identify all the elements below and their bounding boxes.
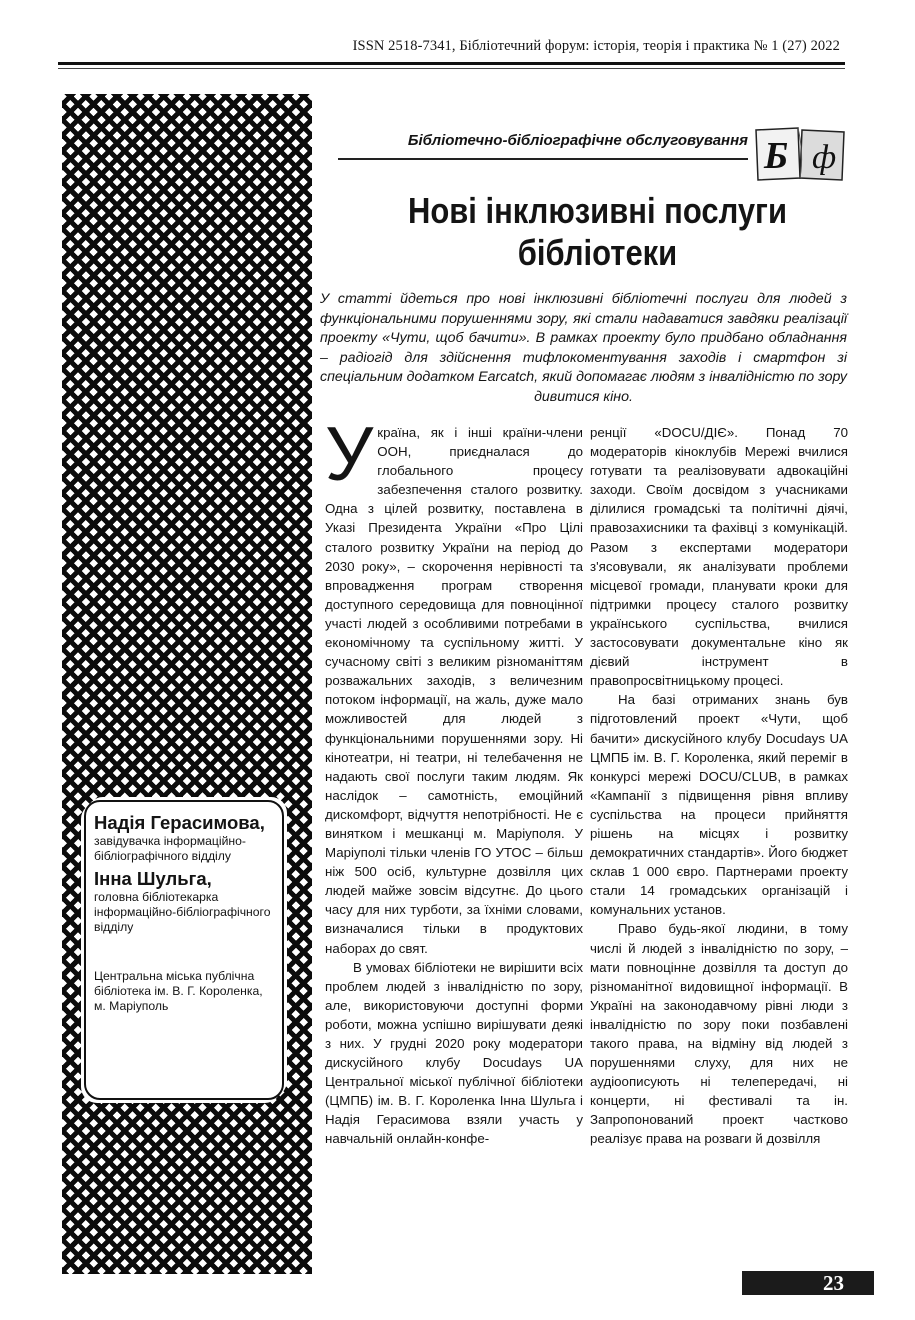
body-column-left xyxy=(325,412,583,1149)
page-number: 23 xyxy=(823,1271,844,1295)
article-title xyxy=(367,190,827,274)
header-rule-thick xyxy=(58,62,845,65)
paragraph-4: На базі отриманих знань був підготовлений проект «Чути, щоб бачити» дискусійного клубу Docudays UA ЦМПБ ім. В. Г. Короленка, який переміг в конкурсі мережі DOCU/CLUB, в рамках «Кампанії з підвищення рівня впливу суспільства на процеси прийняття рішень на місцях і розвитку демократичних стандартів». Його бюджет склав 1 000 євро. Партнерами проекту стали 14 громадських організацій і комунальних установ. xyxy=(590,692,848,918)
logo-letter-b: Б xyxy=(764,135,789,177)
section-title: Бібліотечно-бібліографічне обслуговування xyxy=(407,132,748,149)
article-title-line-2: бібліотеки xyxy=(517,232,678,273)
issn: ISSN 2518-7341, xyxy=(352,38,456,54)
header-rule-thin xyxy=(58,68,845,69)
paragraph-3: ренції «DOCU/ДІЄ». Понад 70 модераторів кіноклубів Мережі вчилися готувати та реалізовувати адвокаційні заходи. Своїм досвідом з учасниками ділилися громадські та політичні діячі, правозахисники та фахівці з комунікацій. Разом з експертами модератори з'ясовували, як аналізувати проблеми місцевої громади, планувати кроки для підтримки процесу сталого розвитку українського суспільства, вчилися застосовувати документальне кіно як дієвий інструмент в правопросвітницькому процесі. xyxy=(590,425,848,689)
journal-logo-icon xyxy=(752,124,850,184)
paragraph-1-text: країна, як і інші країни-члени ООН, приєдналася до глобального процесу забезпечення сталого розвитку. Одна з цілей розвитку, поставлена в Указі Президента України «Про Цілі сталого розвитку України на період до 2030 року», – скорочення нерівності та впровадження програм створення доступного середовища для повноцінної участі людей з особливими потребами в економічному та суспільному житті. У сучасному світі з великим різноманіттям розважальних заходів, з величезним потоком інформації, на жаль, дуже мало можливостей для людей з функціональними порушеннями зору. Ні кінотеатри, ні театри, ні телебачення не надають свої послуги таким людям. Як наслідок – самотність, емоційний дискомфорт, відчуття непотрібності. Не є винятком і мешканці м. Маріуполя. У Маріуполі тільки членів ГО УТОС – більш ніж 500 осіб, культурне дозвілля цих людей майже зовсім відсутнє. До цього часу для них турботи, за їхніми словами, визначалися тільки в продуктових наборах до свят. xyxy=(325,425,583,956)
author-box xyxy=(84,800,284,1100)
page-number-bar xyxy=(742,1271,874,1295)
section-rule xyxy=(338,158,748,160)
paragraph-2: В умовах бібліотеки не вирішити всіх проблем людей з інвалідністю по зору, але, використовуючи доступні форми роботи, можна успішно вирішувати деякі з них. У грудні 2020 року модератори дискусійного клубу Docudays UA Центральної міської публічної бібліотеки (ЦМПБ) ім. В. Г. Короленка Інна Шульга і Надія Герасимова взяли участь у навчальній онлайн-конфе- xyxy=(325,959,583,1147)
running-head xyxy=(40,38,840,55)
author-name-1: Надія Герасимова, xyxy=(94,812,265,833)
author-role-2: головна бібліотекарка інформаційно-бібліографічного відділу xyxy=(94,890,271,934)
author-role-1: завідувачка інформаційно-бібліографічного відділу xyxy=(94,834,246,863)
journal-subtitle: історія, теорія і практика № 1 (27) 2022 xyxy=(593,38,840,54)
article-title-line-1: Нові інклюзивні послуги xyxy=(408,190,787,231)
journal-name: Бібліотечний форум: xyxy=(459,38,590,54)
drop-cap: У xyxy=(325,412,374,497)
paragraph-1 xyxy=(325,412,583,958)
article-abstract: У статті йдеться про нові інклюзивні бібліотечні послуги для людей з функціональними порушеннями зору, які стали надаватися завдяки реалізації проекту «Чути, щоб бачити». В рамках проекту було придбано обладнання – радіогід для здійснення тифлокоментування заходів і смартфон зі спеціальним додатком Earcatch, який допомагає людям з інвалідністю по зору дивитися кіно. xyxy=(320,291,847,405)
author-organization: Центральна міська публічна бібліотека ім. В. Г. Короленка, м. Маріуполь xyxy=(94,969,263,1013)
author-name-2: Інна Шульга, xyxy=(94,868,212,889)
paragraph-5: Право будь-якої людини, в тому числі й людей з інвалідністю по зору, – мати повноцінне дозвілля та доступ до різноманітної видовищної інформації. В Україні на законодавчому рівні люди з інвалідністю по зору поки позбавлені такого права, на відміну від людей з порушеннями слуху, для них не аудіоописують ні телепередачі, ні концерти, ні фестивалі та ін. Запропонований проект частково реалізує права на розваги й дозвілля xyxy=(590,921,848,1147)
logo-letter-f: ф xyxy=(812,139,837,176)
body-column-right xyxy=(590,423,848,1149)
